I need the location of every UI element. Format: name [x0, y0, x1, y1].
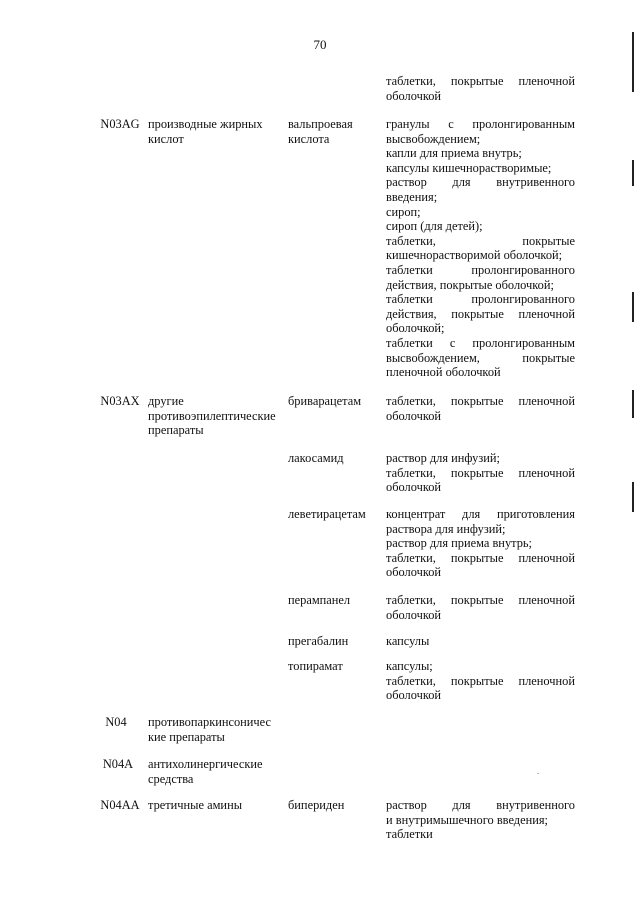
- form-line: оболочкой: [386, 607, 442, 622]
- form-line: кишечнорастворимой оболочкой;: [386, 248, 563, 263]
- form-line: таблетки, покрытые пленочной: [386, 593, 575, 607]
- form-line: оболочкой: [386, 688, 442, 703]
- form-line: введения;: [386, 189, 438, 204]
- dosage-forms-valproic-acid: [386, 117, 575, 380]
- form-line: сироп;: [386, 204, 421, 219]
- form-line: таблетки с пролонгированным: [386, 335, 575, 350]
- drug-line: кислота: [288, 131, 330, 146]
- form-line: раствор для приема внутрь;: [386, 536, 532, 551]
- atc-group-n04a: [148, 757, 280, 786]
- form-line: таблетки, покрытые пленочной: [386, 465, 575, 480]
- form-line: таблетки, покрытые пленочной: [386, 673, 575, 688]
- dosage-forms-topiramate: [386, 659, 575, 703]
- dosage-forms-lacosamide: [386, 451, 575, 495]
- drug-line: вальпроевая: [288, 117, 353, 131]
- group-line: средства: [148, 771, 194, 786]
- group-line: кислот: [148, 131, 184, 146]
- form-line: оболочкой: [386, 408, 442, 423]
- form-line: раствор для внутривенного: [386, 175, 575, 190]
- drug-name-topiramate: топирамат: [288, 659, 343, 673]
- form-line: таблетки пролонгированного: [386, 262, 575, 277]
- form-line: сироп (для детей);: [386, 219, 483, 234]
- group-line: третичные амины: [148, 798, 243, 812]
- form-line: оболочкой: [386, 88, 442, 103]
- group-line: препараты: [148, 423, 204, 438]
- atc-code-n04aa: N04AA: [100, 798, 140, 812]
- dosage-forms-brivaracetam: [386, 394, 575, 423]
- dosage-forms-biperiden: [386, 798, 575, 842]
- continuation-dosage-forms: [386, 74, 575, 103]
- scan-margin-mark: [632, 390, 634, 418]
- form-line: таблетки, покрытые пленочной: [386, 74, 575, 88]
- form-line: пленочной оболочкой: [386, 365, 501, 380]
- atc-code-n03ax: N03AX: [100, 394, 140, 408]
- atc-group-n03ag: [148, 117, 280, 146]
- atc-code-n04a: N04A: [102, 757, 134, 771]
- scan-margin-mark: [632, 292, 634, 322]
- group-line: антихолинергические: [148, 757, 263, 771]
- form-line: гранулы с пролонгированным: [386, 117, 575, 131]
- scan-margin-mark: [632, 32, 634, 92]
- drug-name-valproic-acid: [288, 117, 380, 146]
- form-line: раствора для инфузий;: [386, 521, 506, 536]
- form-line: раствор для внутривенного: [386, 798, 575, 812]
- form-line: капсулы: [386, 634, 430, 648]
- atc-group-n03ax: [148, 394, 280, 438]
- form-line: оболочкой: [386, 565, 442, 580]
- drug-line: бипериден: [288, 798, 345, 812]
- atc-code-n03ag: N03AG: [100, 117, 140, 131]
- form-line: таблетки, покрытые пленочной: [386, 394, 575, 408]
- group-line: противопаркинсоничес: [148, 715, 271, 729]
- form-line: высвобождением, покрытые: [386, 350, 575, 365]
- atc-group-n04aa: [148, 798, 280, 813]
- form-line: таблетки пролонгированного: [386, 292, 575, 307]
- form-line: и внутримышечного введения;: [386, 812, 548, 827]
- form-line: капли для приема внутрь;: [386, 146, 522, 161]
- form-line: таблетки, покрытые: [386, 233, 575, 248]
- atc-code-n04: N04: [105, 715, 127, 729]
- dosage-forms-pregabalin: [386, 634, 575, 649]
- form-line: действия, покрытые пленочной: [386, 306, 575, 321]
- form-line: капсулы кишечнорастворимые;: [386, 160, 552, 175]
- form-line: таблетки, покрытые пленочной: [386, 550, 575, 565]
- form-line: раствор для инфузий;: [386, 451, 500, 465]
- dosage-forms-perampanel: [386, 593, 575, 622]
- form-line: концентрат для приготовления: [386, 507, 575, 521]
- scan-margin-mark: [632, 160, 634, 186]
- atc-group-n04: [148, 715, 280, 744]
- form-line: высвобождением;: [386, 131, 481, 146]
- drug-name-biperiden: [288, 798, 380, 813]
- drug-name-brivaracetam: бриварацетам: [288, 394, 362, 408]
- drug-name-perampanel: перампанел: [288, 593, 351, 607]
- group-line: производные жирных: [148, 117, 263, 131]
- form-line: действия, покрытые оболочкой;: [386, 277, 554, 292]
- drug-name-lacosamide: лакосамид: [288, 451, 344, 465]
- dosage-forms-levetiracetam: [386, 507, 575, 580]
- scan-margin-mark: [632, 482, 634, 512]
- form-line: оболочкой;: [386, 321, 445, 336]
- drug-name-levetiracetam: леветирацетам: [288, 507, 366, 521]
- form-line: капсулы;: [386, 659, 433, 673]
- group-line: другие: [148, 394, 184, 408]
- form-line: оболочкой: [386, 480, 442, 495]
- scan-speck: [537, 773, 539, 774]
- group-line: кие препараты: [148, 729, 225, 744]
- group-line: противоэпилептические: [148, 408, 276, 423]
- drug-name-pregabalin: прегабалин: [288, 634, 349, 648]
- page-number: 70: [313, 37, 327, 52]
- form-line: таблетки: [386, 827, 433, 842]
